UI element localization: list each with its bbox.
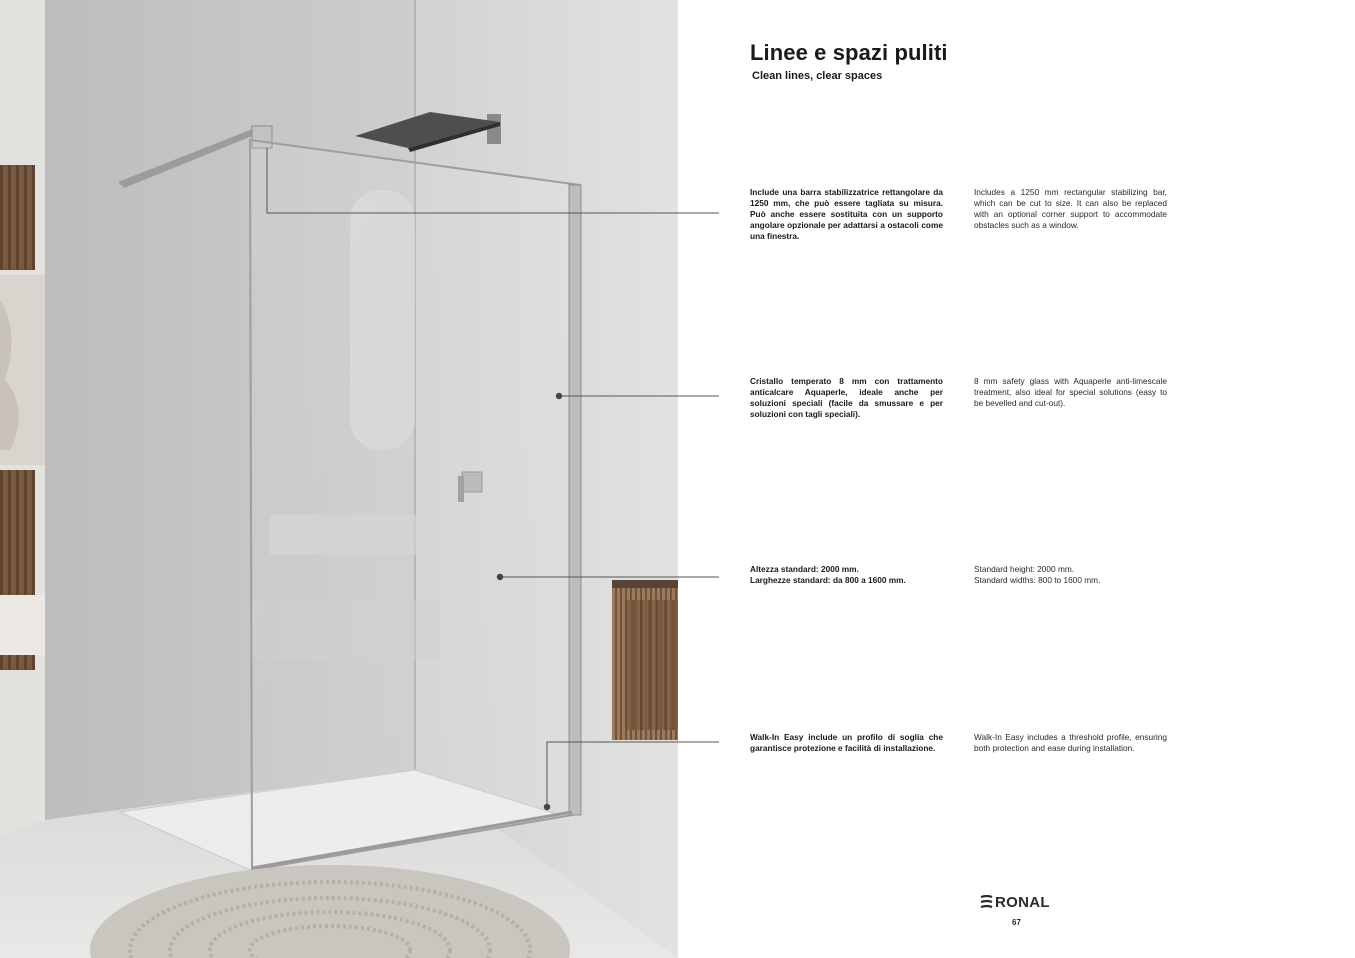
brand-name: RONAL [995, 893, 1050, 911]
feature-dimensions-it-line2: Larghezze standard: da 800 a 1600 mm. [750, 575, 906, 585]
feature-bar-it: Include una barra stabilizzatrice rettangolare da 1250 mm, che può essere tagliata su misura. Può anche essere sostituita con un supporto angolare opzionale per adattarsi a ostacoli come una finestra. [750, 187, 943, 241]
feature-bar-en: Includes a 1250 mm rectangular stabilizing bar, which can be cut to size. It can also be replaced with an optional corner support to accommodate obstacles such as a window. [974, 187, 1167, 230]
feature-threshold-en: Walk-In Easy includes a threshold profile, ensuring both protection and ease during installation. [974, 732, 1167, 753]
brand-logo [980, 893, 1050, 911]
feature-glass-en: 8 mm safety glass with Aquaperle anti-limescale treatment, also ideal for special solutions (easy to be bevelled and cut-out). [974, 376, 1167, 408]
feature-threshold-it: Walk-In Easy include un profilo di soglia che garantisce protezione e facilità di installazione. [750, 732, 943, 753]
feature-dimensions-it [750, 564, 943, 586]
page-subtitle: Clean lines, clear spaces [752, 70, 883, 82]
feature-dimensions-it-line1: Altezza standard: 2000 mm. [750, 564, 859, 574]
page-number: 67 [1012, 918, 1021, 927]
ronal-logo-mark-icon [980, 895, 993, 909]
feature-dimensions-en-line1: Standard height: 2000 mm. [974, 564, 1075, 574]
page-title: Linee e spazi puliti [750, 40, 948, 65]
feature-dimensions-en-line2: Standard widths: 800 to 1600 mm. [974, 575, 1101, 585]
feature-glass-it: Cristallo temperato 8 mm con trattamento anticalcare Aquaperle, ideale anche per soluzioni speciali (facile da smussare e per soluzioni con tagli speciali). [750, 376, 943, 419]
feature-dimensions-en [974, 564, 1167, 586]
